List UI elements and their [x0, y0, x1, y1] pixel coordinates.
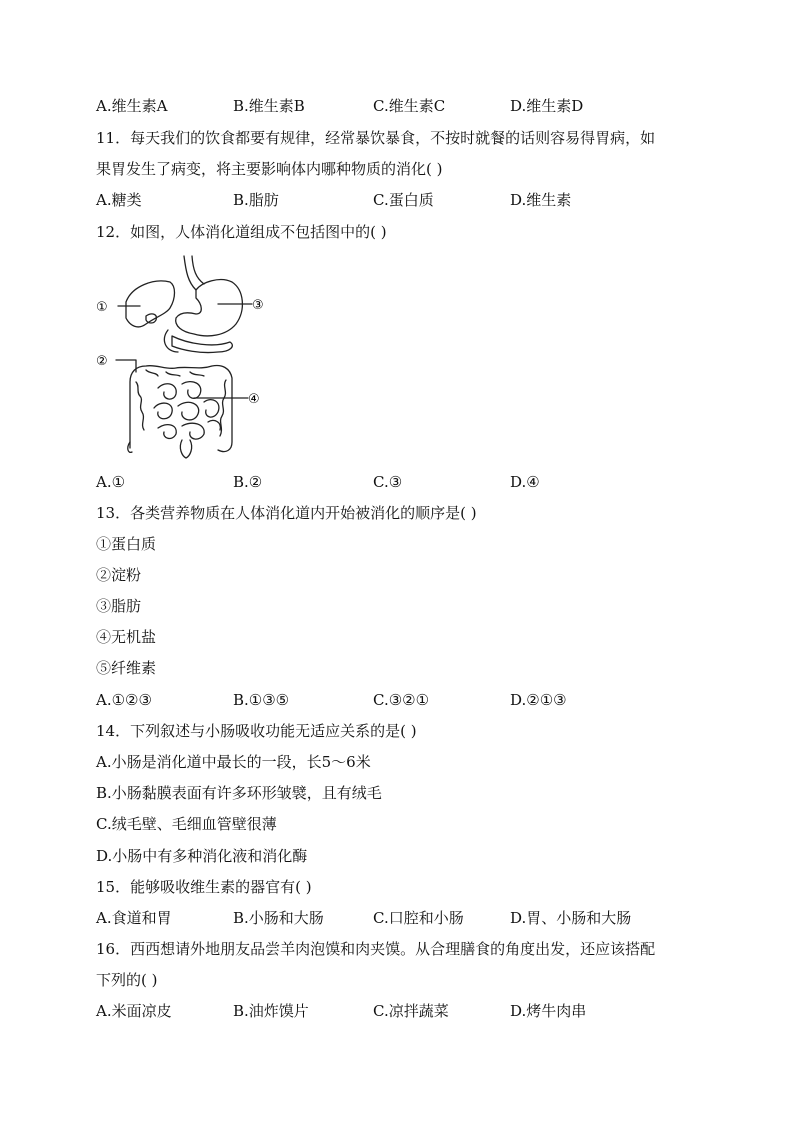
q10-option-a[interactable]: A.维生素A [96, 97, 168, 115]
q13-item-3: ③脂肪 [96, 597, 142, 615]
q13-option-c[interactable]: C.③②① [373, 691, 430, 709]
figure-label-2: ② [96, 354, 108, 369]
q12-options [96, 472, 716, 492]
q13-item-5: ⑤纤维素 [96, 659, 157, 677]
q13-option-a[interactable]: A.①②③ [96, 691, 152, 709]
q11-stem-line1: 11．每天我们的饮食都要有规律，经常暴饮暴食，不按时就餐的话则容易得胃病，如 [96, 129, 656, 147]
rectum-shape [180, 440, 191, 458]
q11-option-b[interactable]: B.脂肪 [233, 191, 279, 209]
q14-option-c[interactable]: C.绒毛壁、毛细血管壁很薄 [96, 815, 277, 833]
q11-option-d[interactable]: D.维生素 [510, 191, 572, 209]
duodenum-shape [164, 330, 178, 352]
q12-option-b[interactable]: B.② [233, 473, 263, 491]
q10-option-d[interactable]: D.维生素D [510, 97, 584, 115]
pancreas-shape [172, 336, 232, 353]
q16-option-a[interactable]: A.米面凉皮 [96, 1002, 172, 1020]
q11-option-a[interactable]: A.糖类 [96, 191, 142, 209]
label-2-leader [116, 360, 136, 372]
q12-stem: 12．如图，人体消化道组成不包括图中的( ) [96, 223, 387, 241]
q11-stem-line2: 果胃发生了病变，将主要影响体内哪种物质的消化( ) [96, 160, 443, 178]
q11-options [96, 190, 716, 210]
small-intestine-shape [154, 382, 220, 439]
q15-option-d[interactable]: D.胃、小肠和大肠 [510, 909, 632, 927]
q14-option-b[interactable]: B.小肠黏膜表面有许多环形皱襞，且有绒毛 [96, 784, 382, 802]
q11-option-c[interactable]: C.蛋白质 [373, 191, 434, 209]
q14-option-a[interactable]: A.小肠是消化道中最长的一段，长5～6米 [96, 753, 371, 771]
q13-stem: 13．各类营养物质在人体消化道内开始被消化的顺序是( ) [96, 504, 477, 522]
figure-label-4: ④ [248, 392, 260, 407]
q16-options [96, 1001, 716, 1021]
q16-stem-line1: 16．西西想请外地朋友品尝羊肉泡馍和肉夹馍。从合理膳食的角度出发，还应该搭配 [96, 940, 656, 958]
large-intestine-shape [130, 366, 232, 452]
figure-label-1: ① [96, 300, 108, 315]
q13-option-d[interactable]: D.②①③ [510, 691, 567, 709]
q15-option-c[interactable]: C.口腔和小肠 [373, 909, 464, 927]
q15-stem: 15．能够吸收维生素的器官有( ) [96, 878, 312, 896]
q16-option-b[interactable]: B.油炸馍片 [233, 1002, 309, 1020]
q13-option-b[interactable]: B.①③⑤ [233, 691, 290, 709]
figure-label-3: ③ [252, 298, 264, 313]
digestive-system-diagram [96, 252, 276, 462]
liver-shape [126, 281, 175, 327]
q15-option-b[interactable]: B.小肠和大肠 [233, 909, 324, 927]
q13-item-1: ①蛋白质 [96, 535, 157, 553]
q10-options [96, 96, 716, 116]
q13-item-2: ②淀粉 [96, 566, 142, 584]
q12-option-d[interactable]: D.④ [510, 473, 540, 491]
q14-stem: 14．下列叙述与小肠吸收功能无适应关系的是( ) [96, 722, 417, 740]
q13-item-4: ④无机盐 [96, 628, 157, 646]
q15-options [96, 908, 716, 928]
q12-option-c[interactable]: C.③ [373, 473, 403, 491]
q16-stem-line2: 下列的( ) [96, 971, 158, 989]
q10-option-c[interactable]: C.维生素C [373, 97, 446, 115]
digestive-system-figure [96, 252, 276, 462]
q10-option-b[interactable]: B.维生素B [233, 97, 305, 115]
q12-option-a[interactable]: A.① [96, 473, 126, 491]
q16-option-d[interactable]: D.烤牛肉串 [510, 1002, 587, 1020]
q15-option-a[interactable]: A.食道和胃 [96, 909, 172, 927]
q13-options [96, 690, 716, 710]
q14-option-d[interactable]: D.小肠中有多种消化液和消化酶 [96, 847, 308, 865]
q16-option-c[interactable]: C.凉拌蔬菜 [373, 1002, 449, 1020]
stomach-shape [176, 280, 243, 336]
